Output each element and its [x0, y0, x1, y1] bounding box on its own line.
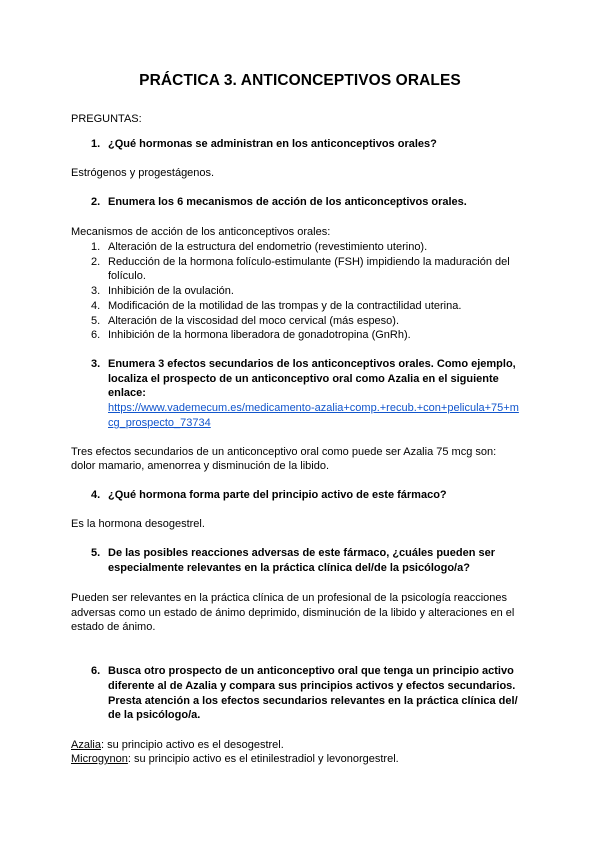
mechanism-5: Alteración de la viscosidad del moco cervical (más espeso).	[108, 315, 400, 327]
question-4-number: 4.	[91, 489, 101, 501]
mechanism-1: Alteración de la estructura del endometrio (revestimiento uterino).	[108, 241, 428, 253]
mechanism-3: Inhibición de la ovulación.	[108, 285, 234, 297]
question-6-line-1: Busca otro prospecto de un anticonceptivo oral que tenga un principio activo	[108, 665, 514, 677]
answer-5-line-2: adversas como un estado de ánimo deprimido, disminución de la libido y alteraciones en el	[71, 607, 515, 619]
answer-2-intro: Mecanismos de acción de los anticonceptivos orales:	[71, 226, 331, 238]
mechanism-1-number: 1.	[91, 241, 101, 253]
question-6-line-3: Presta atención a los efectos secundarios relevantes en la práctica clínica del/	[108, 695, 518, 707]
prospecto-link-line-1[interactable]: https://www.vademecum.es/medicamento-azalia+comp.+recub.+con+pelicula+75+m	[108, 402, 519, 414]
answer-3-line-1: Tres efectos secundarios de un anticonceptivo oral como puede ser Azalia 75 mcg son:	[71, 446, 497, 458]
question-1-number: 1.	[91, 138, 101, 150]
mechanism-6-number: 6.	[91, 329, 101, 341]
answer-6-microgynon	[71, 752, 399, 767]
answer-3-line-2: dolor mamario, amenorrea y disminución de la libido.	[71, 460, 330, 472]
question-3-line-3: enlace:	[108, 387, 146, 399]
mechanism-5-number: 5.	[91, 315, 101, 327]
microgynon-text: : su principio activo es el etinilestradiol y levonorgestrel.	[127, 753, 399, 765]
question-2-text: Enumera los 6 mecanismos de acción de los anticonceptivos orales.	[108, 196, 467, 208]
question-4-text: ¿Qué hormona forma parte del principio activo de este fármaco?	[108, 489, 447, 501]
mechanism-2-number: 2.	[91, 256, 101, 268]
mechanism-3-number: 3.	[91, 285, 101, 297]
answer-4: Es la hormona desogestrel.	[71, 518, 205, 530]
mechanism-6: Inhibición de la hormona liberadora de gonadotropina (GnRh).	[108, 329, 411, 341]
question-3-line-1: Enumera 3 efectos secundarios de los anticonceptivos orales. Como ejemplo,	[108, 358, 516, 370]
microgynon-name: Microgynon	[71, 753, 128, 765]
azalia-name: Azalia	[71, 739, 101, 751]
question-2-number: 2.	[91, 196, 101, 208]
question-5-line-1: De las posibles reacciones adversas de este fármaco, ¿cuáles pueden ser	[108, 547, 496, 559]
mechanism-4-number: 4.	[91, 300, 101, 312]
answer-6-azalia	[71, 738, 284, 753]
mechanism-4: Modificación de la motilidad de las trompas y de la contractilidad uterina.	[108, 300, 462, 312]
question-1-text: ¿Qué hormonas se administran en los anticonceptivos orales?	[108, 138, 437, 150]
question-5-number: 5.	[91, 547, 101, 559]
preguntas-label: PREGUNTAS:	[71, 113, 142, 125]
azalia-text: : su principio activo es el desogestrel.	[100, 739, 284, 751]
question-6-line-2: diferente al de Azalia y compara sus principios activos y efectos secundarios.	[108, 680, 516, 692]
question-6-line-4: de la psicólogo/a.	[108, 709, 201, 721]
question-5-line-2: especialmente relevantes en la práctica clínica del/de la psicólogo/a?	[108, 562, 470, 574]
answer-1: Estrógenos y progestágenos.	[71, 167, 215, 179]
answer-5-line-1: Pueden ser relevantes en la práctica clínica de un profesional de la psicología reacciones	[71, 592, 507, 604]
question-6-number: 6.	[91, 665, 101, 677]
page-title: PRÁCTICA 3. ANTICONCEPTIVOS ORALES	[139, 72, 461, 89]
mechanism-2-continuation: folículo.	[108, 270, 146, 282]
question-3-number: 3.	[91, 358, 101, 370]
mechanism-2: Reducción de la hormona folículo-estimulante (FSH) impidiendo la maduración del	[108, 256, 510, 268]
question-3-line-2: localiza el prospecto de un anticonceptivo oral como Azalia en el siguiente	[108, 373, 499, 385]
prospecto-link-line-2[interactable]: cg_prospecto_73734	[108, 417, 211, 429]
answer-5-line-3: estado de ánimo.	[71, 621, 156, 633]
